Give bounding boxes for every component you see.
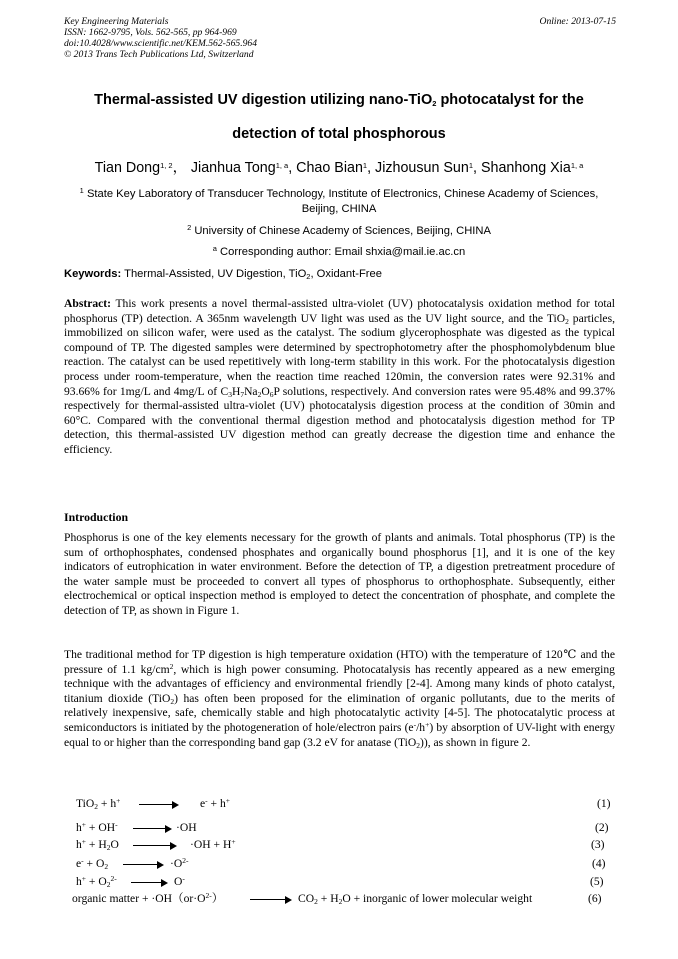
reaction-arrow-icon [133,845,175,846]
online-date: Online: 2013-07-15 [539,16,616,27]
equation-products: ·OH + H+ [190,837,236,851]
corresponding-author: $^a$ Corresponding author: Email shxia@mail.ie.ac.cn [212,244,466,258]
equation-number: (2) [595,821,609,834]
author-list: Tian Dong$^{1, 2}$， Jianhua Tong$^{1, a}$, Chao Bian$^1$, Jizhousun Sun$^1$, Shanhong Xia$^{1, a}$ [94,160,584,176]
reaction-arrow-icon [250,899,290,900]
equation-2 [76,820,616,836]
equation-products: $\cdot O^{2-}$ [170,856,189,870]
equation-number: (4) [592,857,606,870]
reaction-arrow-icon [131,882,166,883]
equation-reactants: $h^+ + H_2O$ [76,837,119,852]
equation-reactants: h+ + OH- [76,820,118,834]
equation-products: ·OH [176,821,197,834]
equation-products: O- [174,874,185,888]
reaction-arrow-icon [139,804,177,805]
equation-number: (3) [591,838,605,851]
journal-header [64,16,464,60]
author-name: Tian Dong [94,160,161,176]
equation-products: e- + h+ [200,796,231,810]
author-name: Chao Bian [296,160,363,176]
equation-number: (5) [590,875,604,888]
equation-products: $CO_2 + H_2O$ + inorganic of lower molecular weight [298,892,533,906]
reaction-arrow-icon [123,864,162,865]
abstract-label: Abstract: [64,297,112,310]
equation-reactants: $e^- + O_2$ [76,856,109,871]
equation-number: (6) [588,892,602,905]
equation-3 [76,837,616,853]
section-heading-introduction: Introduction [64,510,129,524]
journal-name: Key Engineering Materials [64,16,169,27]
paper-title-line-2: detection of total phosphorous [232,126,446,142]
copyright-line: © 2013 Trans Tech Publications Ltd, Switzerland [64,49,254,60]
affiliation-2: $^2$ University of Chinese Academy of Sciences, Beijing, CHINA [187,223,491,237]
equation-5 [76,874,616,890]
affiliation-1: $^1$ State Key Laboratory of Transducer Technology, Institute of Electronics, Chinese Academy of Sciences, Beijing, CHINA [79,186,599,215]
author-name: Jianhua Tong [190,160,276,176]
paper-title-line-1: Thermal-assisted UV digestion utilizing nano-TiO$_2$ photocatalyst for the [94,92,584,108]
doi-line: doi:10.4028/www.scientific.net/KEM.562-565.964 [64,38,258,49]
equation-1 [76,796,616,812]
author-name: Jizhousun Sun [375,160,469,176]
equation-6 [72,891,612,907]
reaction-arrow-icon [133,828,170,829]
equation-reactants: organic matter + $\cdot OH(or\cdot O^{2-})$ [72,891,224,905]
intro-paragraph-2: The traditional method for TP digestion is high temperature oxidation (HTO) with the temperature of 120℃ and the pressure of 1.1 $kg/cm^2$, which is high power consuming. Photocatalysis has recently appeared as a new emerging technique with the advantages of efficiency and environmental friendly [2-4]. Among many kinds of photo catalyst, titanium dioxide (TiO$_2$) has often been proposed for the elimination of organic pollutants, due to the merits of relatively inexpensive, safe, chemically stable and high photocatalytic activity [4-5]. The photocatalytic process at semiconductors is initiated by the photogeneration of hole/electron pairs (e-/h+) by absorption of UV-light with energy equal to or higher than the corresponding band gap (3.2 eV for anatase (TiO$_2$)), as shown in figure 2. [64,648,615,750]
equation-reactants: $h^+ + O_2^{2-}$ [76,874,117,889]
intro-paragraph-1: Phosphorus is one of the key elements necessary for the growth of plants and animals. Total phosphorus (TP) is the sum of orthophosphates, condensed phosphates and organically bound phosphorus [1], and it is one of the key indicators of eutrophication in water environment. Before the detection of TP, a digestion pretreatment procedure of the water sample must be proceeded to convert all types of phosphorus to orthophosphate. Subsequently, either electrochemical or optical inspection method is employed to detect the concentration of phosphate, and complete the detection of TP, as shown in Figure 1. [64,531,615,617]
issn-line: ISSN: 1662-9795, Vols. 562-565, pp 964-969 [64,27,237,38]
equation-reactants: TiO$_2$ + h+ [76,796,121,811]
keywords: Keywords: Thermal-Assisted, UV Digestion, TiO$_2$, Oxidant-Free [64,268,382,281]
equation-number: (1) [597,797,611,810]
equation-4 [76,856,616,872]
abstract: Abstract: This work presents a novel thermal-assisted ultra-violet (UV) photocatalysis oxidation method for total phosphorus (TP) detection. A 365nm wavelength UV light was used as the UV light source, and the TiO$_2$ particles, immobilized on silicon wafer, were used as the catalyst. The sodium glycerophosphate was digested as the typical compound of TP. The digested samples were determined by spectrophotometry after the phosphomolybdenum blue reaction. The catalyst can be used repetitively with long-term stability in this work. For the photocatalysis digestion process under room-temperature, when the reaction time reached 120min, the conversion rates were 92.31% and 93.66% for 1mg/L and 4mg/L of $C_3H_7Na_2O_6P$ solutions, respectively. And conversion rates were 95.48% and 99.37% respectively for thermal-assisted ultra-violet (UV) photocatalysis digestion process at the condition of 30min and 60°C. Compared with the conventional thermal digestion method and photocatalysis digestion method for TP detection, this thermal-assisted UV digestion method can greatly decrease the digestion time and enhance the efficiency. [64,297,615,456]
author-name: Shanhong Xia [480,160,571,176]
